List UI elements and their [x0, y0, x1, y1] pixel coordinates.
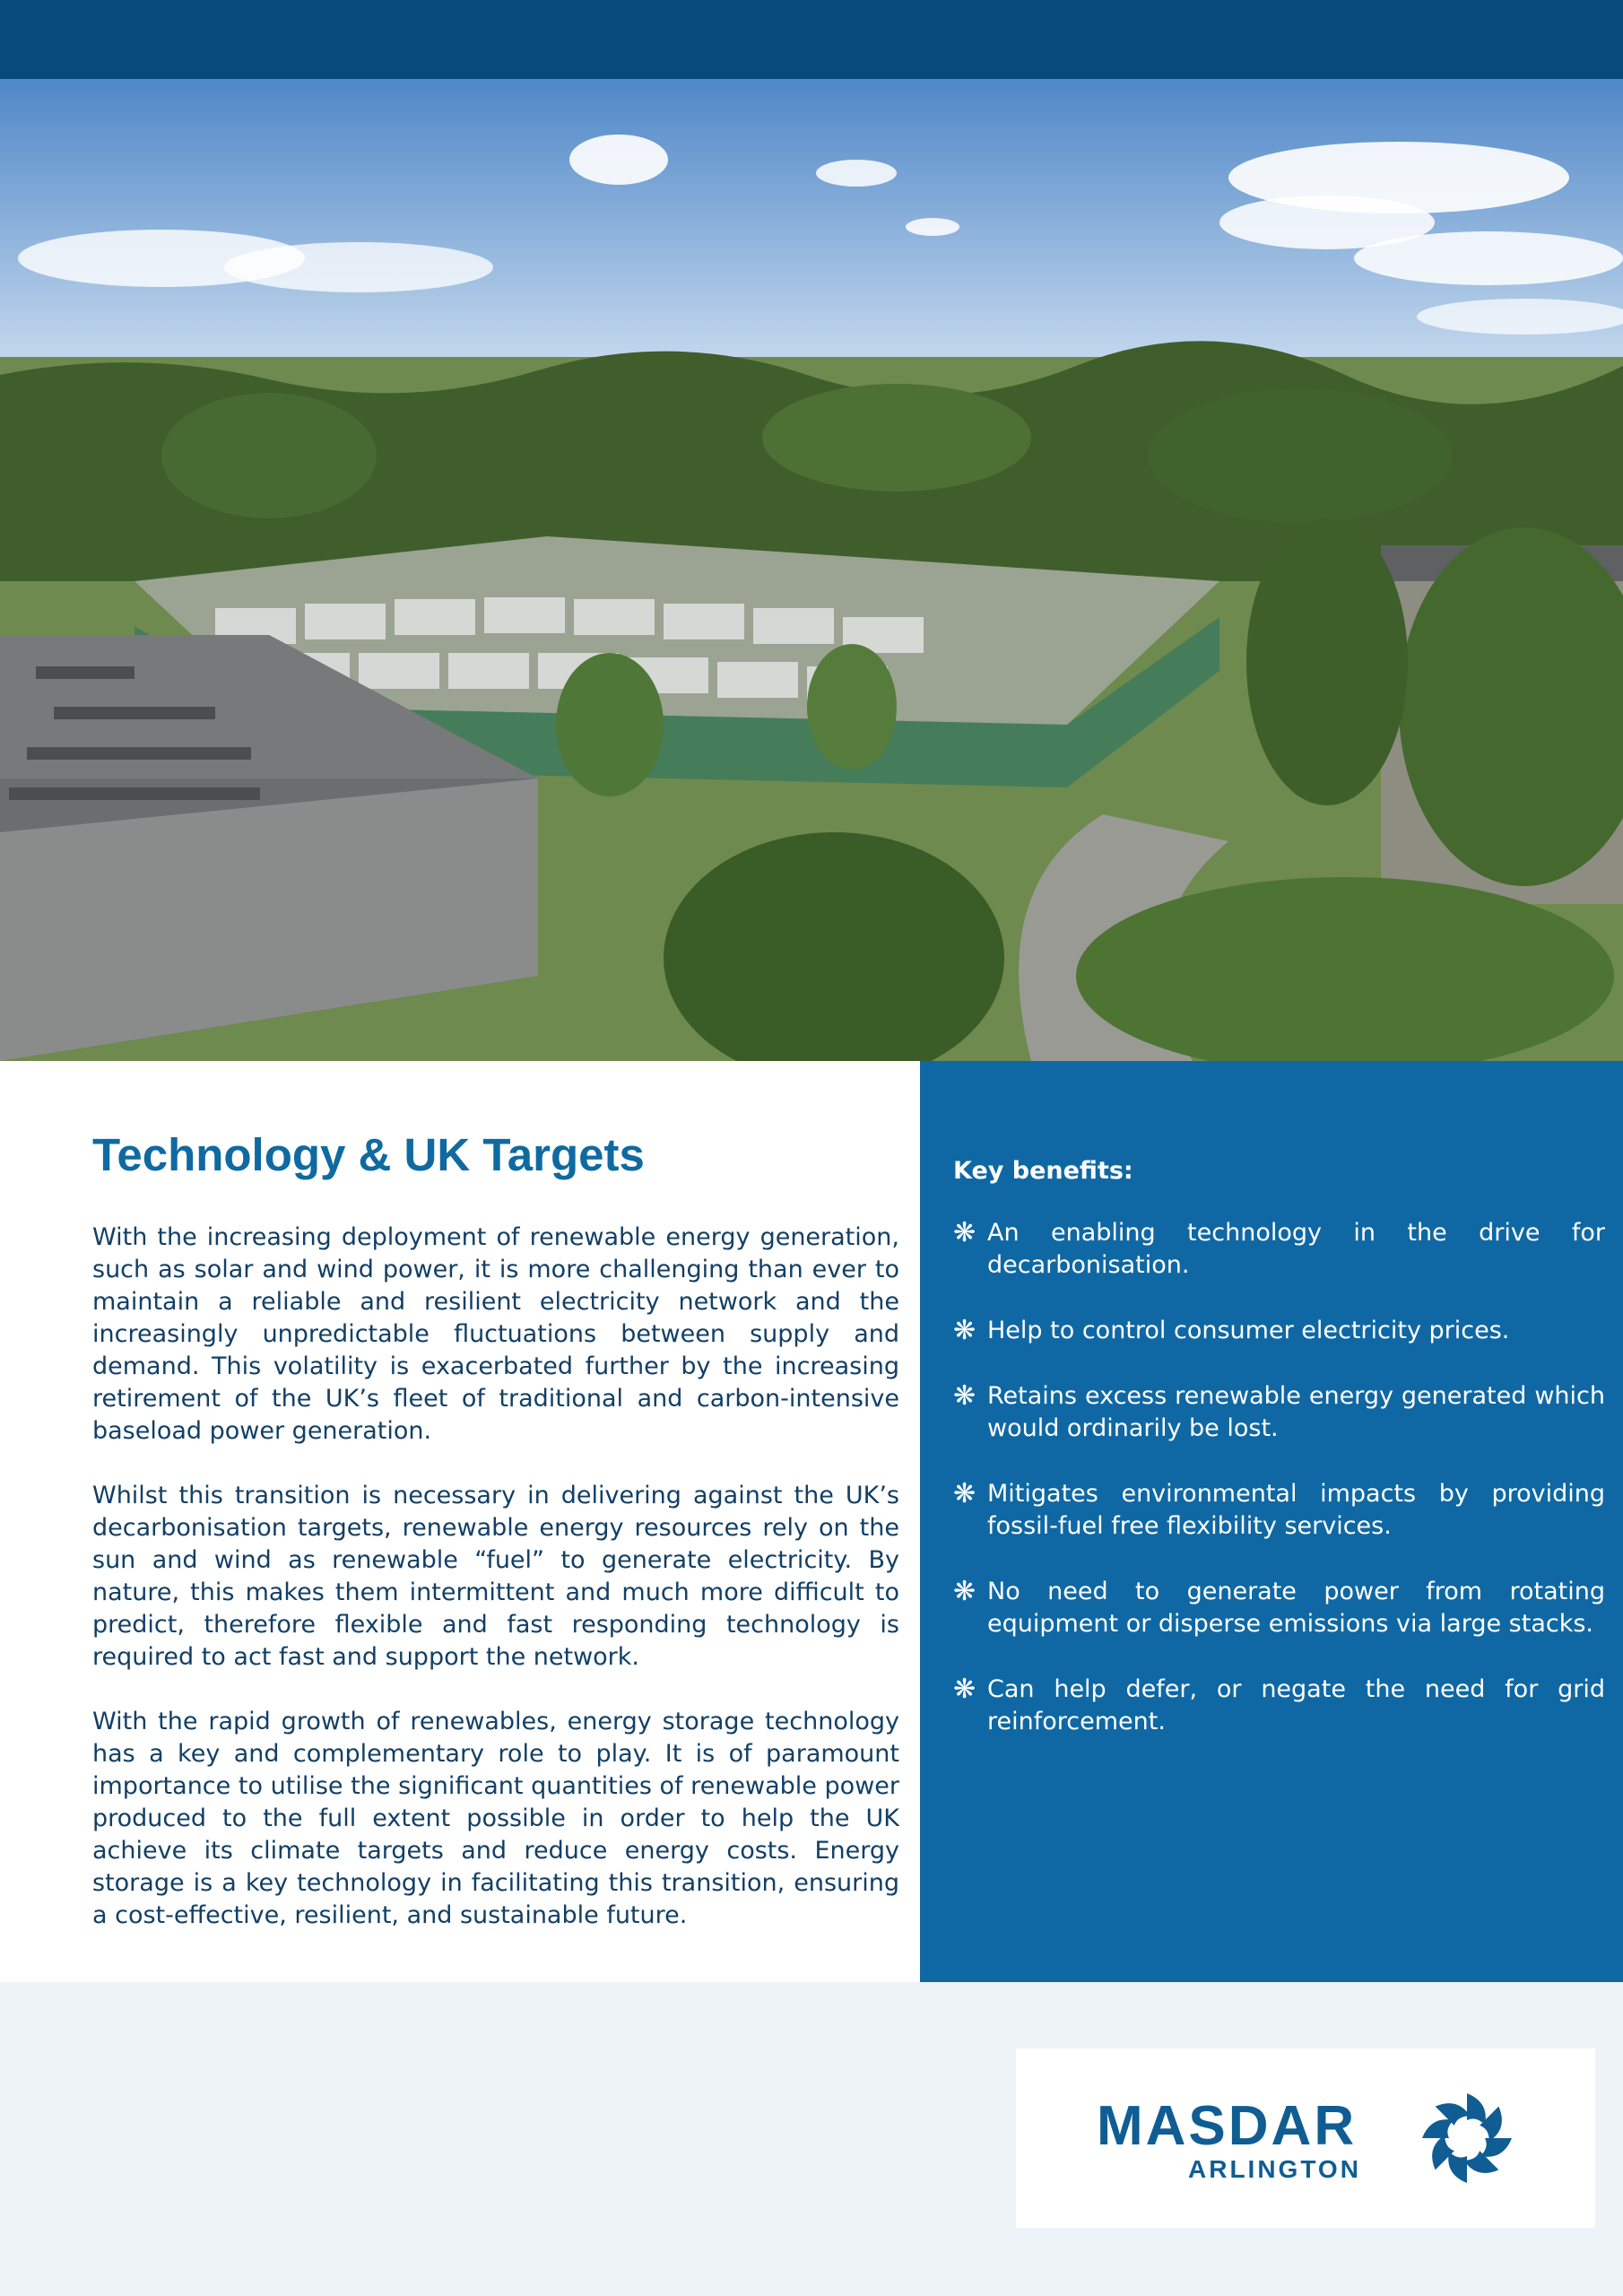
- benefit-item: [953, 1576, 1605, 1640]
- paragraph: Whilst this transition is necessary in delivering against the UK’s decarbonisation targets, renewable energy resources rely on the sun and wind as renewable “fuel” to generate electricity. By nature, this makes them intermittent and much more difficult to predict, therefore flexible and fast responding technology is required to act fast and support the network.: [92, 1482, 899, 1671]
- asterisk-bullet-icon: ❋: [953, 1217, 976, 1248]
- logo-card: [1016, 2048, 1595, 2228]
- hero-image: [0, 79, 1623, 1061]
- asterisk-bullet-icon: ❋: [953, 1478, 976, 1509]
- benefit-item: [953, 1478, 1605, 1543]
- benefit-text: Mitigates environmental impacts by providing fossil-fuel free flexibility services.: [987, 1480, 1605, 1540]
- asterisk-bullet-icon: ❋: [953, 1380, 976, 1412]
- footer: [0, 1982, 1623, 2296]
- logo-name: MASDAR: [1097, 2095, 1358, 2157]
- asterisk-bullet-icon: ❋: [953, 1576, 976, 1607]
- benefits-list: [953, 1217, 1605, 1738]
- top-bar: [0, 0, 1623, 79]
- aerial-site-illustration: [0, 79, 1623, 1061]
- benefit-item: [953, 1315, 1605, 1347]
- body-text: [92, 1222, 899, 1964]
- key-benefits-title: Key benefits:: [953, 1157, 1133, 1185]
- paragraph: With the increasing deployment of renewable energy generation, such as solar and wind power, it is more challenging than ever to maintain a reliable and resilient electricity network and the increasingly unpredictable fluctuations between supply and demand. This volatility is exacerbated further by the increasing retirement of the UK’s fleet of traditional and carbon-intensive baseload power generation.: [92, 1223, 899, 1445]
- benefit-text: An enabling technology in the drive for decarbonisation.: [987, 1219, 1605, 1279]
- asterisk-bullet-icon: ❋: [953, 1315, 976, 1346]
- benefit-item: [953, 1380, 1605, 1445]
- asterisk-bullet-icon: ❋: [953, 1674, 976, 1705]
- benefit-text: Retains excess renewable energy generated which would ordinarily be lost.: [987, 1382, 1605, 1442]
- logo-subtitle: ARLINGTON: [1188, 2155, 1361, 2183]
- paragraph: With the rapid growth of renewables, energy storage technology has a key and complementary role to play. It is of paramount importance to utilise the significant quantities of renewable power produced to the full extent possible in order to help the UK achieve its climate targets and reduce energy costs. Energy storage is a key technology in facilitating this transition, ensuring a cost-effective, resilient, and sustainable future.: [92, 1708, 899, 1929]
- benefit-item: [953, 1217, 1605, 1282]
- key-benefits-panel: [920, 1061, 1623, 1982]
- benefit-text: No need to generate power from rotating equipment or disperse emissions via large stacks.: [987, 1578, 1605, 1638]
- benefit-text: Can help defer, or negate the need for grid reinforcement.: [987, 1675, 1605, 1735]
- benefit-text: Help to control consumer electricity prices.: [987, 1317, 1510, 1344]
- benefit-item: [953, 1674, 1605, 1738]
- masdar-swirl-icon: [1418, 2089, 1516, 2187]
- page-title: Technology & UK Targets: [92, 1129, 645, 1180]
